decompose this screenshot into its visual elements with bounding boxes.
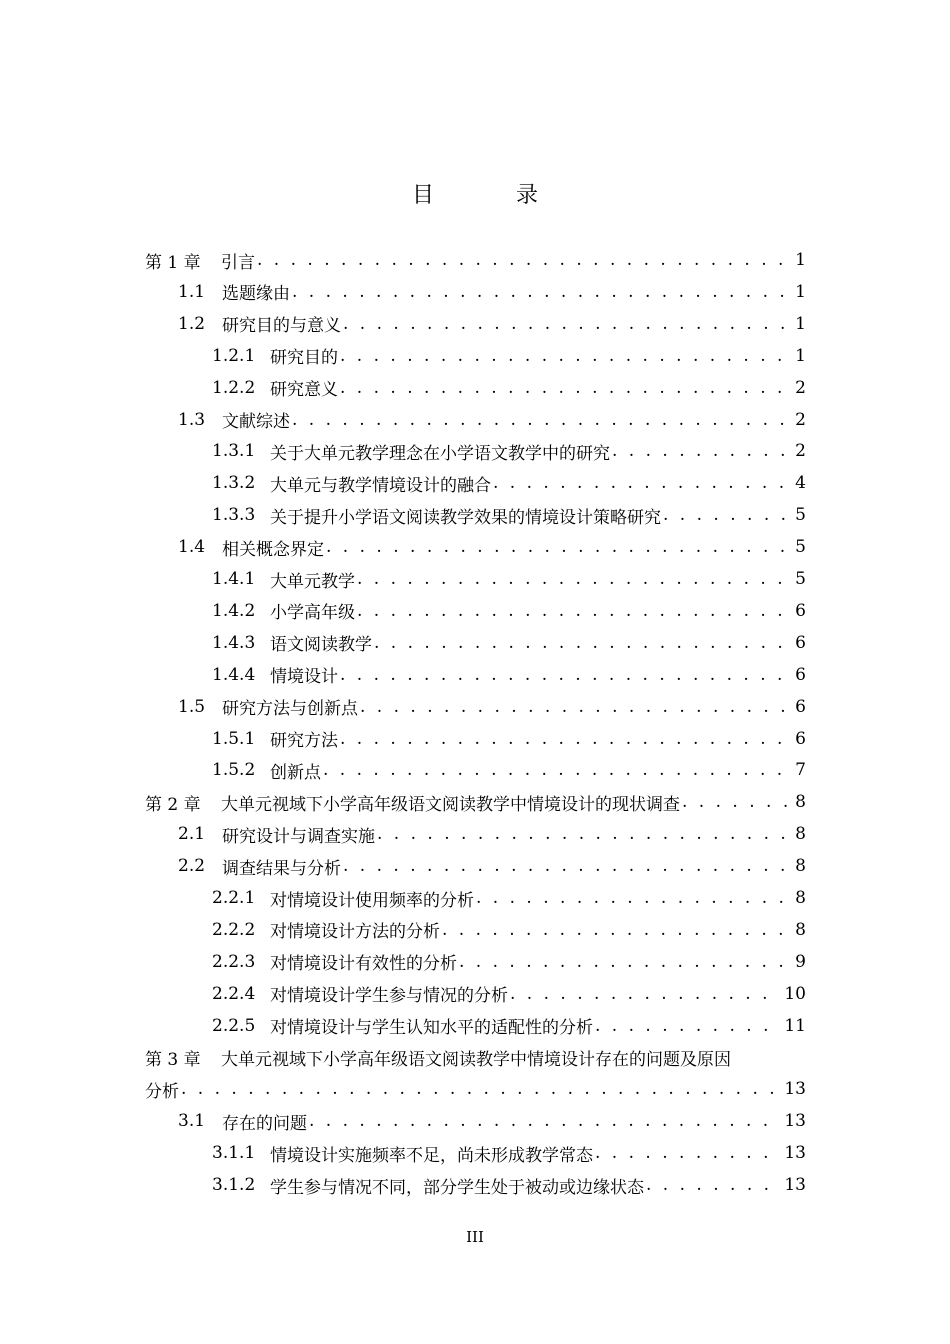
toc-page-number: 8 bbox=[795, 792, 806, 813]
toc-entry-number: 1.2.1 bbox=[212, 345, 256, 366]
toc-entry-label: 研究方法 bbox=[270, 731, 338, 751]
toc-entry-number: 1.4.1 bbox=[212, 569, 256, 589]
toc-page-number: 1 bbox=[795, 345, 806, 366]
toc-section-entry[interactable] bbox=[178, 308, 806, 340]
toc-dot-leader bbox=[343, 856, 791, 876]
toc-entry-number: 1.4 bbox=[178, 537, 206, 558]
toc-page-number: 13 bbox=[784, 1143, 806, 1164]
toc-entry-number: 1.2 bbox=[178, 313, 206, 334]
toc-entry-label: 语文阅读教学 bbox=[270, 635, 372, 656]
toc-section-entry[interactable] bbox=[178, 818, 806, 850]
toc-section-entry[interactable] bbox=[178, 404, 806, 436]
toc-page-number: 1 bbox=[795, 250, 806, 270]
toc-page-number: 1 bbox=[795, 281, 806, 302]
toc-page-number: 5 bbox=[795, 537, 806, 558]
toc-entry-label: 学生参与情况不同，部分学生处于被动或边缘状态 bbox=[270, 1177, 644, 1198]
toc-page-number: 11 bbox=[784, 1015, 806, 1036]
toc-page-number: 13 bbox=[784, 1111, 806, 1132]
toc-entry-label: 引言 bbox=[221, 252, 255, 273]
toc-page-number: 6 bbox=[795, 696, 806, 717]
toc-page-number: 8 bbox=[795, 856, 806, 877]
toc-entry-label: 大单元与教学情境设计的融合 bbox=[270, 475, 491, 496]
toc-section-entry[interactable] bbox=[178, 1105, 806, 1137]
toc-entry-number: 1.4.2 bbox=[212, 600, 256, 621]
toc-dot-leader bbox=[309, 1111, 780, 1131]
toc-page-number: 7 bbox=[795, 760, 806, 781]
toc-page-number: 6 bbox=[795, 600, 806, 621]
toc-section-entry[interactable] bbox=[212, 882, 806, 914]
toc-section-entry[interactable] bbox=[212, 372, 806, 404]
toc-section-entry[interactable] bbox=[212, 659, 806, 691]
toc-entry-number: 2.2 bbox=[178, 856, 206, 877]
toc-section-entry[interactable] bbox=[178, 850, 806, 882]
toc-entry-number: 1.2.2 bbox=[212, 377, 256, 398]
toc-entry-label: 对情境设计学生参与情况的分析 bbox=[270, 986, 508, 1007]
toc-entry-label: 情境设计 bbox=[270, 667, 338, 688]
toc-page-number: 2 bbox=[795, 409, 806, 430]
toc-dot-leader bbox=[340, 346, 791, 366]
toc-page-number: 8 bbox=[795, 824, 806, 845]
toc-section-entry[interactable] bbox=[212, 946, 806, 978]
toc-dot-leader bbox=[257, 250, 791, 270]
toc-section-entry[interactable] bbox=[212, 723, 806, 755]
toc-dot-leader bbox=[340, 378, 791, 398]
toc-entry-number: 1.5 bbox=[178, 696, 206, 717]
toc-section-entry[interactable] bbox=[212, 340, 806, 372]
toc-dot-leader bbox=[323, 760, 791, 780]
toc-entry-number: 3.1 bbox=[178, 1111, 206, 1132]
toc-entry-label: 大单元视域下小学高年级语文阅读教学中情境设计存在的问题及原因 bbox=[221, 1050, 731, 1070]
toc-dot-leader bbox=[459, 952, 791, 972]
toc-entry-number: 2.2.4 bbox=[212, 983, 256, 1004]
toc-entry-number: 第 1 章 bbox=[145, 252, 201, 273]
toc-page-number: 13 bbox=[784, 1079, 806, 1100]
toc-entry-label: 研究意义 bbox=[270, 380, 338, 401]
toc-entry-label: 分析 bbox=[145, 1081, 179, 1102]
toc-entry-label: 研究目的与意义 bbox=[222, 316, 341, 337]
toc-dot-leader bbox=[663, 505, 791, 525]
toc-page-number: 8 bbox=[795, 919, 806, 940]
toc-entry-label: 关于提升小学语文阅读教学效果的情境设计策略研究 bbox=[270, 507, 661, 528]
toc-section-entry[interactable] bbox=[178, 691, 806, 723]
toc-page-number: 8 bbox=[795, 888, 806, 908]
toc-section-entry[interactable] bbox=[212, 914, 806, 946]
toc-entry-number: 3.1.2 bbox=[212, 1175, 256, 1196]
toc-page-number: 2 bbox=[795, 377, 806, 398]
toc-continued-entry[interactable] bbox=[145, 1073, 806, 1105]
toc-page-number: 6 bbox=[795, 728, 806, 749]
toc-dot-leader bbox=[326, 537, 791, 557]
toc-entry-label: 大单元视域下小学高年级语文阅读教学中情境设计的现状调查 bbox=[221, 794, 680, 815]
toc-entry-label: 研究目的 bbox=[270, 348, 338, 369]
toc-dot-leader bbox=[595, 1143, 780, 1163]
toc-dot-leader bbox=[343, 314, 791, 334]
toc-dot-leader bbox=[476, 888, 791, 908]
toc-entry-label: 对情境设计使用频率的分析 bbox=[270, 890, 474, 911]
toc-page-number: 10 bbox=[784, 983, 806, 1004]
toc-section-entry[interactable] bbox=[212, 499, 806, 531]
toc-dot-leader bbox=[340, 729, 791, 749]
toc-section-entry[interactable] bbox=[212, 1137, 806, 1169]
toc-entry-number: 2.1 bbox=[178, 824, 206, 845]
toc-entry-number: 第 3 章 bbox=[145, 1050, 201, 1070]
toc-dot-leader bbox=[374, 633, 791, 653]
toc-entry-number: 1.3.1 bbox=[212, 441, 256, 462]
page-number-footer: III bbox=[466, 1228, 484, 1246]
toc-entry-number: 1.4.3 bbox=[212, 632, 256, 653]
toc-section-entry[interactable] bbox=[212, 435, 806, 467]
toc-page-number: 4 bbox=[795, 473, 806, 494]
toc-entry-number: 1.5.1 bbox=[212, 728, 256, 749]
toc-entry-number: 2.2.3 bbox=[212, 951, 256, 972]
toc-dot-leader bbox=[646, 1175, 780, 1195]
toc-page-number: 6 bbox=[795, 664, 806, 685]
toc-dot-leader bbox=[377, 824, 791, 844]
toc-section-entry[interactable] bbox=[212, 978, 806, 1010]
toc-entry-label: 创新点 bbox=[270, 762, 321, 783]
toc-dot-leader bbox=[493, 473, 791, 493]
toc-page-number: 5 bbox=[795, 505, 806, 526]
toc-entry-label: 大单元教学 bbox=[270, 571, 355, 592]
toc-section-entry[interactable] bbox=[212, 754, 806, 786]
toc-page-number: 6 bbox=[795, 632, 806, 653]
toc-dot-leader bbox=[357, 601, 791, 621]
toc-page-number: 2 bbox=[795, 441, 806, 462]
toc-chapter-entry[interactable] bbox=[145, 1042, 731, 1074]
toc-entry-label: 关于大单元教学理念在小学语文教学中的研究 bbox=[270, 443, 610, 464]
toc-section-entry[interactable] bbox=[212, 627, 806, 659]
toc-section-entry[interactable] bbox=[178, 531, 806, 563]
toc-entry-label: 小学高年级 bbox=[270, 603, 355, 624]
toc-entry-number: 1.5.2 bbox=[212, 760, 256, 781]
toc-dot-leader bbox=[340, 665, 791, 685]
toc-section-entry[interactable] bbox=[212, 563, 806, 595]
toc-entry-label: 对情境设计方法的分析 bbox=[270, 922, 440, 943]
toc-dot-leader bbox=[442, 920, 791, 940]
toc-entry-number: 3.1.1 bbox=[212, 1143, 256, 1164]
toc-entry-number: 1.3.3 bbox=[212, 505, 256, 526]
toc-entry-label: 选题缘由 bbox=[222, 284, 290, 305]
toc-chapter-entry[interactable] bbox=[145, 244, 806, 276]
toc-entry-label: 研究方法与创新点 bbox=[222, 699, 358, 720]
toc-entry-number: 2.2.5 bbox=[212, 1015, 256, 1036]
toc-dot-leader bbox=[612, 441, 791, 461]
toc-dot-leader bbox=[682, 792, 791, 812]
toc-dot-leader bbox=[357, 569, 791, 589]
toc-entry-number: 2.2.1 bbox=[212, 888, 256, 908]
toc-entry-label: 对情境设计与学生认知水平的适配性的分析 bbox=[270, 1018, 593, 1039]
toc-entry-label: 对情境设计有效性的分析 bbox=[270, 954, 457, 975]
toc-entry-label: 存在的问题 bbox=[222, 1113, 307, 1134]
toc-title: 目 录 bbox=[411, 183, 568, 208]
toc-entry-label: 文献综述 bbox=[222, 412, 290, 432]
toc-entry-label: 情境设计实施频率不足，尚未形成教学常态 bbox=[270, 1145, 593, 1166]
toc-dot-leader bbox=[292, 410, 791, 430]
toc-entry-label: 调查结果与分析 bbox=[222, 858, 341, 879]
toc-dot-leader bbox=[181, 1079, 780, 1099]
toc-entry-number: 2.2.2 bbox=[212, 919, 256, 940]
toc-dot-leader bbox=[360, 697, 791, 717]
toc-chapter-entry[interactable] bbox=[145, 786, 806, 818]
toc-page-number: 5 bbox=[795, 569, 806, 589]
toc-entry-number: 1.4.4 bbox=[212, 664, 256, 685]
toc-entry-number: 第 2 章 bbox=[145, 794, 201, 815]
toc-dot-leader bbox=[510, 984, 780, 1004]
toc-entry-number: 1.1 bbox=[178, 281, 206, 302]
toc-section-entry[interactable] bbox=[212, 595, 806, 627]
toc-entry-label: 相关概念界定 bbox=[222, 539, 324, 560]
toc-entry-label: 研究设计与调查实施 bbox=[222, 826, 375, 847]
toc-dot-leader bbox=[595, 1016, 780, 1036]
toc-section-entry[interactable] bbox=[178, 276, 806, 308]
toc-page-number: 9 bbox=[795, 951, 806, 972]
toc-section-entry[interactable] bbox=[212, 467, 806, 499]
toc-entry-number: 1.3 bbox=[178, 409, 206, 430]
toc-section-entry[interactable] bbox=[212, 1169, 806, 1201]
toc-section-entry[interactable] bbox=[212, 1010, 806, 1042]
toc-entry-number: 1.3.2 bbox=[212, 473, 256, 494]
toc-page-number: 1 bbox=[795, 313, 806, 334]
toc-dot-leader bbox=[292, 282, 791, 302]
toc-page-number: 13 bbox=[784, 1175, 806, 1196]
